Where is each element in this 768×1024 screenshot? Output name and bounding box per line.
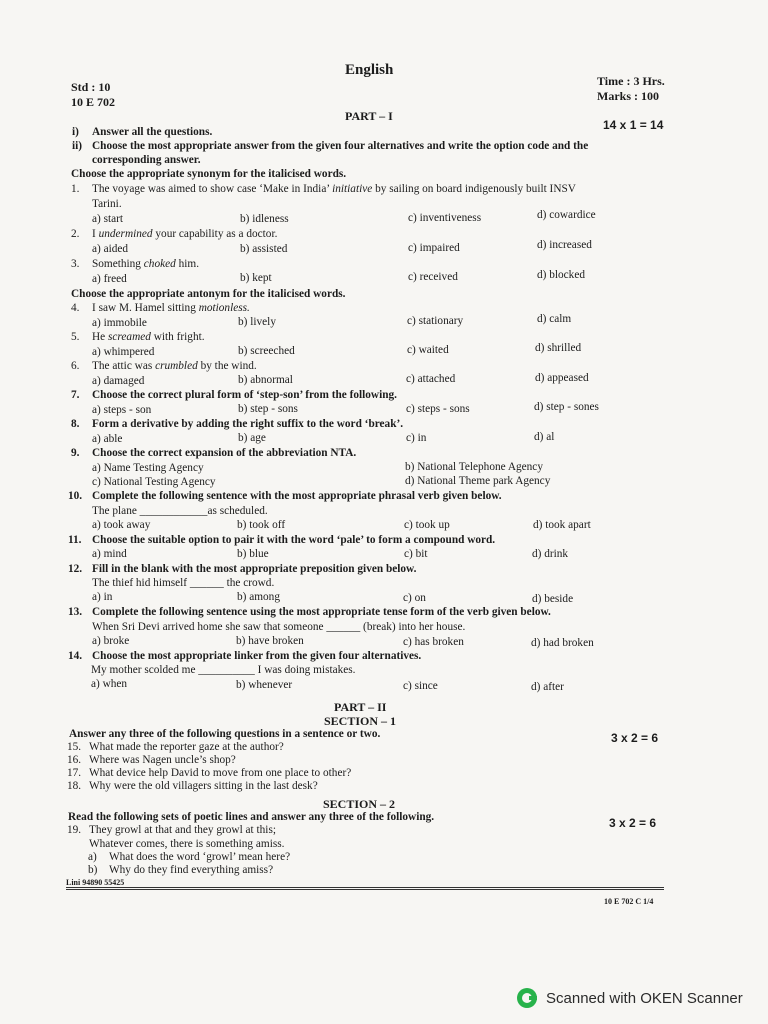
question-text: Choose the suitable option to pair it with the word ‘pale’ to form a compound word.: [92, 534, 496, 546]
option: d) had broken: [531, 637, 594, 649]
sub-question-label: a): [88, 851, 97, 863]
instruction-text: Answer all the questions.: [92, 126, 213, 138]
question-number: 18.: [67, 780, 82, 792]
footer-left: Lini 94890 55425: [66, 878, 125, 887]
footer-rule: [66, 889, 664, 890]
section-two-instruction: Read the following sets of poetic lines and answer any three of the following.: [68, 811, 435, 823]
question-text: Form a derivative by adding the right suffix to the word ‘break’.: [92, 418, 404, 430]
question-number: 2.: [71, 228, 80, 240]
poem-line: They growl at that and they growl at this;: [89, 824, 276, 836]
option: a) able: [92, 433, 123, 445]
question-number: 10.: [68, 490, 83, 502]
total-marks: Marks : 100: [597, 89, 659, 103]
italic-word: undermined: [98, 228, 153, 240]
option: a) when: [91, 678, 128, 690]
question-sentence: The plane ____________as scheduled.: [92, 505, 268, 517]
section-one-instruction: Answer any three of the following questions in a sentence or two.: [69, 728, 381, 740]
question-text: Tarini.: [92, 198, 122, 210]
question-sentence: The thief hid himself ______ the crowd.: [92, 577, 275, 589]
sub-question: What does the word ‘growl’ mean here?: [109, 851, 291, 863]
option: c) impaired: [408, 242, 460, 254]
instruction-text: corresponding answer.: [92, 154, 201, 166]
option: b) lively: [238, 316, 276, 328]
question-text: He screamed with fright.: [92, 331, 205, 343]
scanner-watermark: [517, 988, 743, 1008]
synonym-heading: Choose the appropriate synonym for the italicised words.: [71, 168, 347, 180]
section-one-heading: SECTION – 1: [324, 714, 397, 728]
option: c) since: [403, 680, 438, 692]
question-sentence: My mother scolded me __________ I was doing mistakes.: [91, 664, 356, 676]
option: c) steps - sons: [406, 403, 470, 415]
option: d) beside: [532, 593, 574, 605]
option: c) attached: [406, 373, 456, 385]
question-text: What device help David to move from one place to other?: [89, 767, 352, 779]
question-text: Something choked him.: [92, 258, 200, 270]
question-text: I undermined your capability as a doctor.: [92, 228, 278, 240]
question-text: Choose the most appropriate linker from the given four alternatives.: [92, 650, 422, 662]
italic-word: choked: [143, 258, 176, 270]
part-one-marks: 14 x 1 = 14: [603, 118, 664, 132]
question-number: 4.: [71, 302, 80, 314]
option: b) whenever: [236, 679, 293, 691]
question-text: Where was Nagen uncle’s shop?: [89, 754, 236, 766]
paper-code: 10 E 702: [71, 95, 116, 109]
option: a) start: [92, 213, 124, 225]
italic-word: motionless.: [198, 302, 250, 314]
instruction-num: ii): [72, 140, 83, 152]
section-one-marks: 3 x 2 = 6: [611, 731, 659, 745]
sub-question-label: b): [88, 864, 98, 876]
poem-line: Whatever comes, there is something amiss.: [89, 838, 285, 850]
question-sentence: When Sri Devi arrived home she saw that someone ______ (break) into her house.: [92, 621, 466, 633]
question-text: Fill in the blank with the most appropriate preposition given below.: [92, 563, 417, 575]
option: c) National Testing Agency: [92, 476, 216, 488]
question-number: 17.: [67, 767, 82, 779]
option: c) bit: [404, 548, 428, 560]
option: d) appeased: [535, 372, 589, 384]
option: a) mind: [92, 548, 127, 560]
option: a) freed: [92, 273, 127, 285]
question-text: What made the reporter gaze at the author?: [89, 741, 284, 753]
option: d) cowardice: [537, 209, 596, 221]
question-text: Choose the correct plural form of ‘step-son’ from the following.: [92, 389, 397, 401]
option: b) took off: [237, 519, 286, 531]
instruction-num: i): [72, 126, 79, 138]
time-label: Time : 3 Hrs.: [597, 74, 665, 88]
option: a) damaged: [92, 375, 145, 387]
option: b) kept: [240, 272, 272, 284]
italic-word: screamed: [108, 331, 151, 343]
option: a) Name Testing Agency: [92, 462, 204, 474]
option: d) National Theme park Agency: [405, 475, 551, 487]
option: d) drink: [532, 548, 569, 560]
question-number: 8.: [71, 418, 80, 430]
question-number: 5.: [71, 331, 80, 343]
option: d) calm: [537, 313, 572, 325]
option: d) step - sones: [534, 401, 599, 413]
option: c) has broken: [403, 636, 464, 648]
footer-rule: [66, 887, 664, 888]
option: a) took away: [92, 519, 151, 531]
question-number: 16.: [67, 754, 82, 766]
option: b) National Telephone Agency: [405, 461, 543, 473]
part-two-heading: PART – II: [334, 700, 387, 714]
question-text: I saw M. Hamel sitting motionless.: [92, 302, 250, 314]
option: a) whimpered: [92, 346, 155, 358]
option: d) shrilled: [535, 342, 582, 354]
option: c) in: [406, 432, 427, 444]
italic-word: crumbled: [155, 360, 198, 372]
italic-word: initiative: [332, 183, 373, 195]
option: b) blue: [237, 548, 269, 560]
question-text: Choose the correct expansion of the abbreviation NTA.: [92, 447, 357, 459]
subject-title: English: [345, 62, 394, 78]
antonym-heading: Choose the appropriate antonym for the italicised words.: [71, 288, 346, 300]
option: d) blocked: [537, 269, 585, 281]
scanner-text: Scanned with OKEN Scanner: [546, 989, 743, 1007]
std-label: Std : 10: [71, 80, 111, 94]
question-text: The attic was crumbled by the wind.: [92, 360, 257, 372]
question-number: 9.: [71, 447, 80, 459]
question-text: Why were the old villagers sitting in the last desk?: [89, 780, 318, 792]
part-one-heading: PART – I: [345, 109, 393, 123]
option: c) took up: [404, 519, 450, 531]
section-two-heading: SECTION – 2: [323, 797, 396, 811]
question-number: 6.: [71, 360, 80, 372]
option: a) in: [92, 591, 113, 603]
question-number: 14.: [68, 650, 83, 662]
option: d) al: [534, 431, 555, 443]
option: b) idleness: [240, 213, 289, 225]
question-text: Complete the following sentence using the most appropriate tense form of the verb given below.: [92, 606, 551, 618]
scanner-logo-icon: [517, 988, 537, 1008]
option: d) after: [531, 681, 564, 693]
option: d) increased: [537, 239, 592, 251]
option: c) stationary: [407, 315, 464, 327]
question-number: 1.: [71, 183, 80, 195]
option: b) abnormal: [238, 374, 293, 386]
sub-question: Why do they find everything amiss?: [109, 864, 274, 876]
question-text: The voyage was aimed to show case ‘Make in India’ initiative by sailing on board indigenously built INSV: [92, 183, 576, 195]
option: a) aided: [92, 243, 129, 255]
option: b) have broken: [236, 635, 304, 647]
option: c) received: [408, 271, 458, 283]
option: b) among: [237, 591, 280, 603]
question-number: 3.: [71, 258, 80, 270]
option: c) on: [403, 592, 426, 604]
option: d) took apart: [533, 519, 591, 531]
question-number: 7.: [71, 389, 80, 401]
section-two-marks: 3 x 2 = 6: [609, 816, 657, 830]
option: b) screeched: [238, 345, 295, 357]
option: a) steps - son: [92, 404, 152, 416]
option: b) step - sons: [238, 403, 298, 415]
question-number: 12.: [68, 563, 83, 575]
option: a) immobile: [92, 317, 147, 329]
option: c) inventiveness: [408, 212, 482, 224]
option: c) waited: [407, 344, 449, 356]
option: b) age: [238, 432, 266, 444]
question-number: 13.: [68, 606, 83, 618]
question-number: 15.: [67, 741, 82, 753]
option: a) broke: [92, 635, 130, 647]
footer-right: 10 E 702 C 1/4: [604, 897, 654, 906]
instruction-text: Choose the most appropriate answer from the given four alternatives and write the option code and the: [92, 140, 589, 152]
question-number: 19.: [67, 824, 82, 836]
question-number: 11.: [68, 534, 82, 546]
option: b) assisted: [240, 243, 288, 255]
question-text: Complete the following sentence with the most appropriate phrasal verb given below.: [92, 490, 502, 502]
